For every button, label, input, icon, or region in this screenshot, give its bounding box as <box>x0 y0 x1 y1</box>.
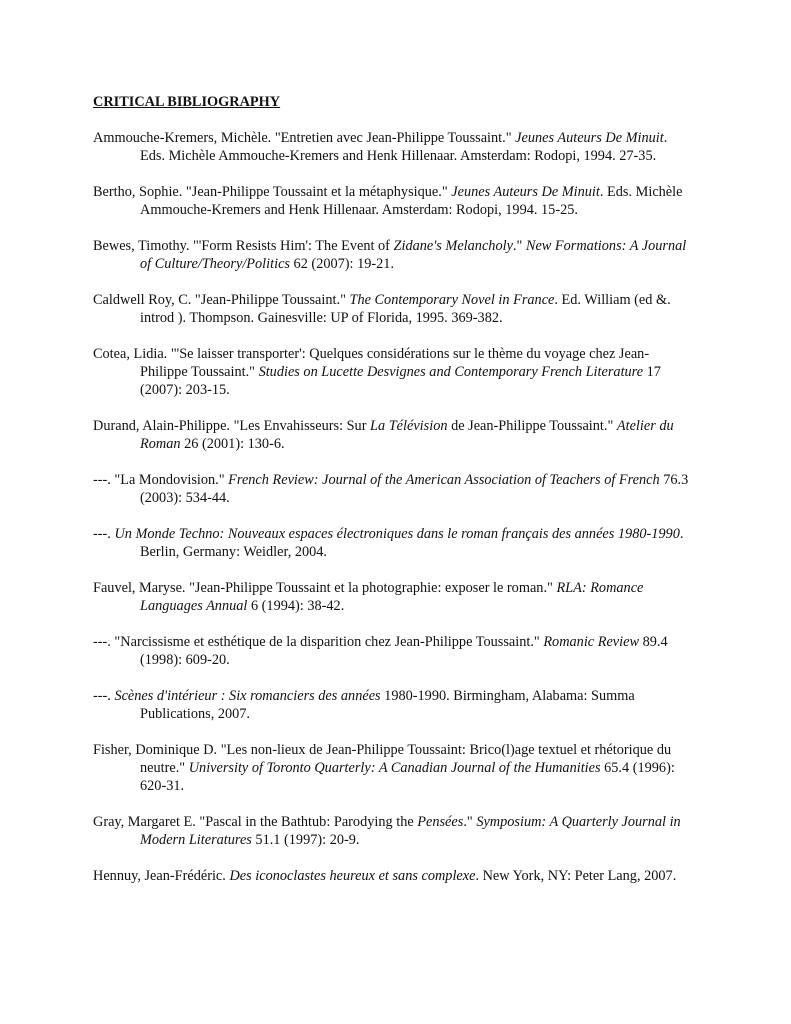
bibliography-entry: Ammouche-Kremers, Michèle. "Entretien avec Jean-Philippe Toussaint." Jeunes Auteurs De Minuit. Eds. Michèle Ammouche-Kremers and Henk Hillenaar. Amsterdam: Rodopi, 1994. 27-35. <box>93 130 668 164</box>
bibliography-entry: ---. "La Mondovision." French Review: Journal of the American Association of Teachers of French 76.3 (2003): 534-44. <box>93 472 689 506</box>
bibliography-entry: Cotea, Lidia. "'Se laisser transporter': Quelques considérations sur le thème du voyage chez Jean-Philippe Toussaint." Studies on Lucette Desvignes and Contemporary French Literature 17 (2007): 203-15. <box>93 346 661 398</box>
bibliography-entry: Hennuy, Jean-Frédéric. Des iconoclastes heureux et sans complexe. New York, NY: Peter Lang, 2007. <box>93 868 677 884</box>
bibliography-entry: Caldwell Roy, C. "Jean-Philippe Toussaint." The Contemporary Novel in France. Ed. William (ed &. introd ). Thompson. Gainesville: UP of Florida, 1995. 369-382. <box>93 292 671 326</box>
bibliography-entry: ---. Un Monde Techno: Nouveaux espaces électroniques dans le roman français des années 1980-1990. Berlin, Germany: Weidler, 2004. <box>93 526 684 560</box>
bibliography-entry: Fauvel, Maryse. "Jean-Philippe Toussaint et la photographie: exposer le roman." RLA: Romance Languages Annual 6 (1994): 38-42. <box>93 580 644 614</box>
bibliography-entry: Bertho, Sophie. "Jean-Philippe Toussaint et la métaphysique." Jeunes Auteurs De Minuit. Eds. Michèle Ammouche-Kremers and Henk Hillenaar. Amsterdam: Rodopi, 1994. 15-25. <box>93 184 683 218</box>
page-title: CRITICAL BIBLIOGRAPHY <box>93 94 281 110</box>
bibliography-entry: Bewes, Timothy. "'Form Resists Him': The Event of Zidane's Melancholy." New Formations: A Journal of Culture/Theory/Politics 62 (2007): 19-21. <box>93 238 687 272</box>
bibliography-entry: Fisher, Dominique D. "Les non-lieux de Jean-Philippe Toussaint: Brico(l)age textuel et rhétorique du neutre." University of Toronto Quarterly: A Canadian Journal of the Humanities 65.4 (1996): 620-31. <box>93 742 675 794</box>
bibliography-entry: ---. "Narcissisme et esthétique de la disparition chez Jean-Philippe Toussaint." Romanic Review 89.4 (1998): 609-20. <box>93 634 668 668</box>
bibliography-entry: Gray, Margaret E. "Pascal in the Bathtub: Parodying the Pensées." Symposium: A Quarterly Journal in Modern Literatures 51.1 (1997): 20-9. <box>93 814 681 848</box>
bibliography-entry: Durand, Alain-Philippe. "Les Envahisseurs: Sur La Télévision de Jean-Philippe Toussaint." Atelier du Roman 26 (2001): 130-6. <box>93 418 674 452</box>
bibliography-entry: ---. Scènes d'intérieur : Six romanciers des années 1980-1990. Birmingham, Alabama: Summa Publications, 2007. <box>93 688 635 722</box>
bibliography-list <box>93 129 693 903</box>
